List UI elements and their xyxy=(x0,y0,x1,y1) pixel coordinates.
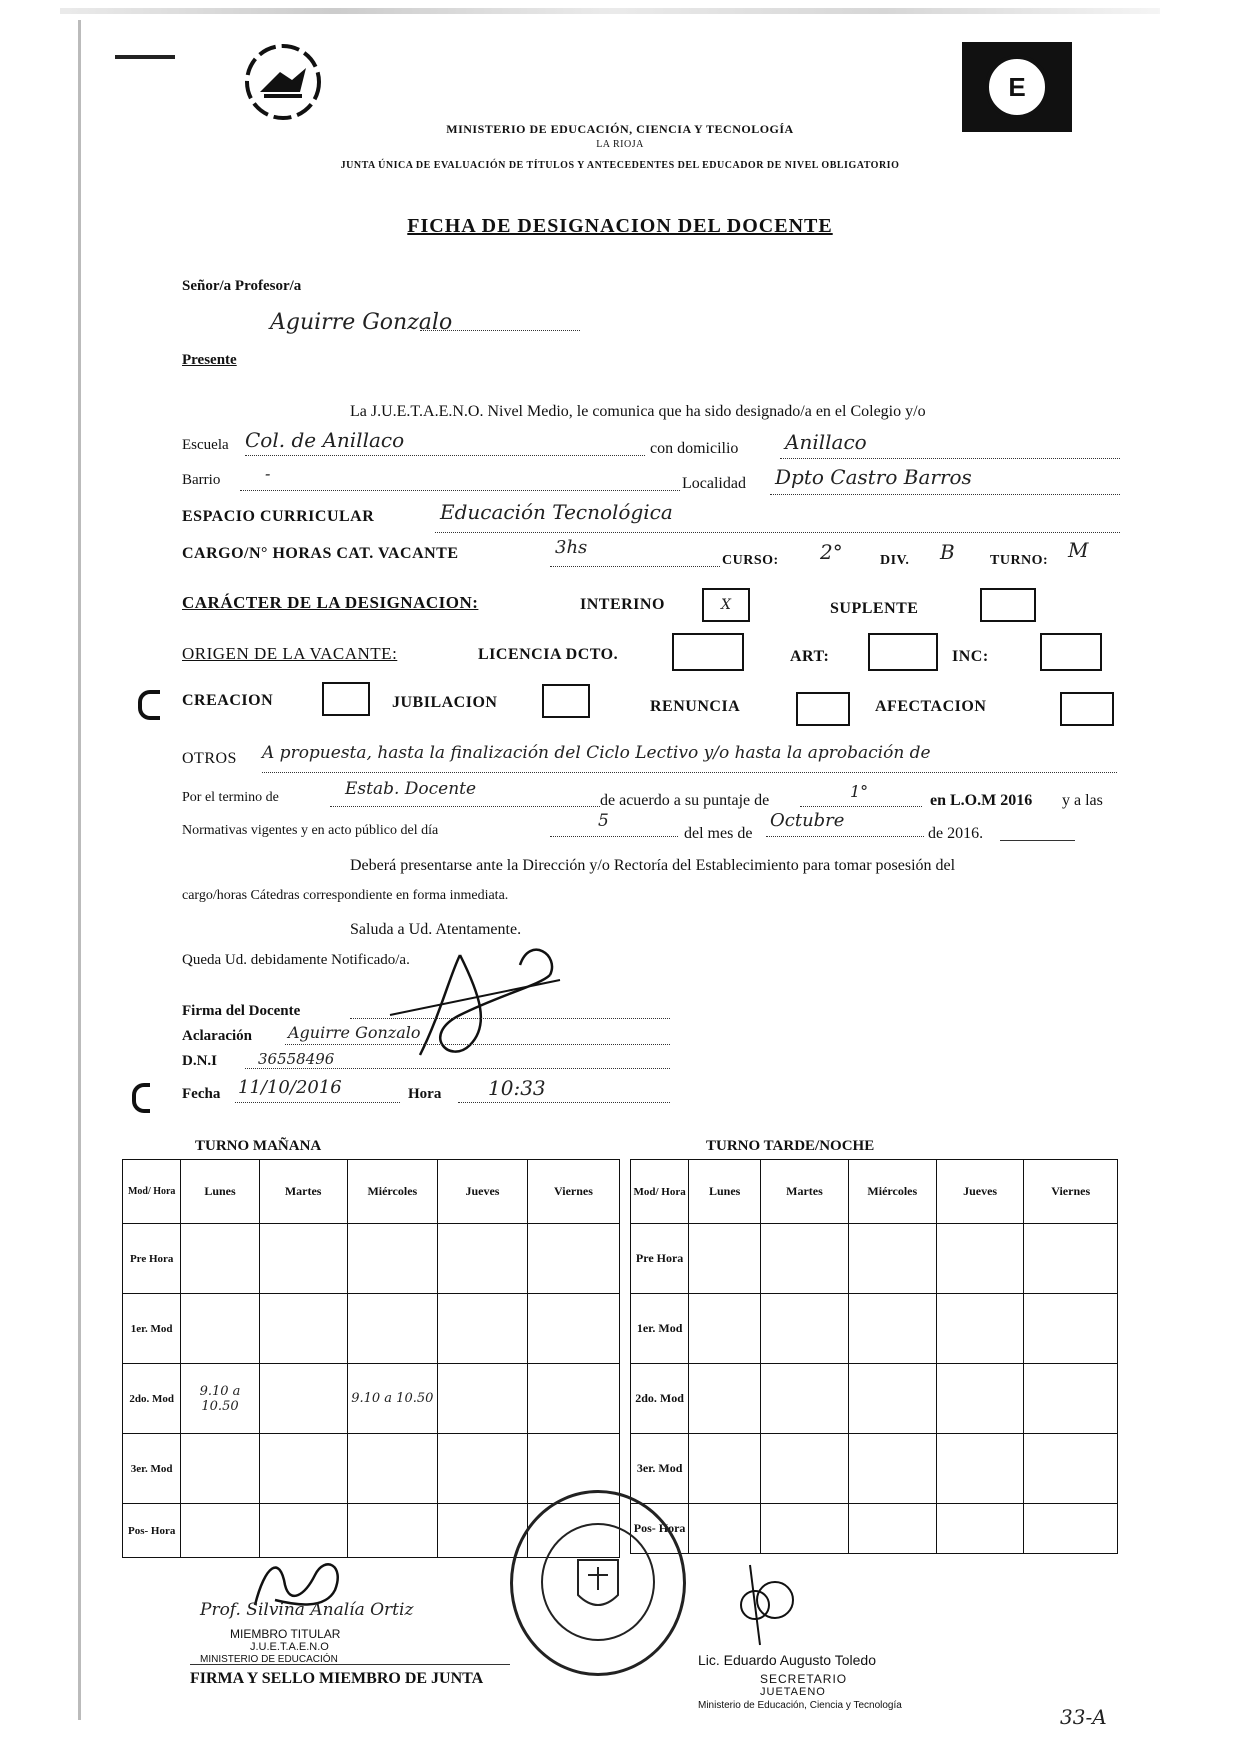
espacio-label: ESPACIO CURRICULAR xyxy=(182,508,375,525)
anio-line xyxy=(1000,840,1075,841)
normativas-text: Normativas vigentes y en acto público del día xyxy=(182,823,439,838)
aclaracion-label: Aclaración xyxy=(182,1028,252,1044)
evening-cell xyxy=(848,1364,936,1434)
morning-row-2do: 2do. Mod xyxy=(123,1364,181,1434)
hora-label: Hora xyxy=(408,1086,442,1102)
evening-row-prehora: Pre Hora xyxy=(631,1224,689,1294)
otros-value: A propuesta, hasta la finalización del Ciclo Lectivo y/o hasta la aprobación de xyxy=(262,743,931,763)
morning-cell xyxy=(259,1224,347,1294)
termino-label: Por el termino de xyxy=(182,790,279,805)
fecha-value: 11/10/2016 xyxy=(238,1077,342,1098)
escuela-dots xyxy=(245,455,645,456)
fecha-label: Fecha xyxy=(182,1086,221,1102)
evening-row-1er: 1er. Mod xyxy=(631,1294,689,1364)
evening-cell xyxy=(848,1294,936,1364)
evening-header-lunes: Lunes xyxy=(689,1160,761,1224)
termino-dots xyxy=(330,806,600,807)
morning-cell xyxy=(347,1434,437,1504)
official-stamp xyxy=(510,1490,686,1676)
evening-cell xyxy=(1024,1364,1118,1434)
evening-cell xyxy=(761,1504,849,1554)
evening-title: TURNO TARDE/NOCHE xyxy=(706,1138,875,1154)
lom-text: en L.O.M 2016 xyxy=(930,792,1033,809)
morning-header-martes: Martes xyxy=(259,1160,347,1224)
anio-text: de 2016. xyxy=(928,825,984,842)
localidad-label: Localidad xyxy=(682,475,746,492)
morning-row-prehora: Pre Hora xyxy=(123,1224,181,1294)
intro-text: La J.U.E.T.A.E.N.O. Nivel Medio, le comunica que ha sido designado/a en el Colegio y/o xyxy=(350,403,926,420)
creacion-label: CREACION xyxy=(182,692,274,709)
morning-header-modhora: Mod/ Hora xyxy=(123,1160,181,1224)
junta-name: JUNTA ÚNICA DE EVALUACIÓN DE TÍTULOS Y ANTECEDENTES DEL EDUCADOR DE NIVEL OBLIGATORIO xyxy=(340,160,900,171)
saluda-text: Saluda a Ud. Atentamente. xyxy=(350,921,522,938)
turno-value: M xyxy=(1068,538,1089,562)
ministry-name: MINISTERIO DE EDUCACIÓN, CIENCIA Y TECNOLOGÍA xyxy=(446,122,794,136)
province-name: LA RIOJA xyxy=(596,139,644,150)
espacio-value: Educación Tecnológica xyxy=(440,500,673,524)
evening-cell xyxy=(936,1504,1024,1554)
punch-hole-mark-2 xyxy=(132,1083,150,1113)
scan-edge-top xyxy=(60,8,1160,14)
afectacion-label: AFECTACION xyxy=(875,698,987,715)
puntaje-dots xyxy=(800,806,922,807)
evening-cell xyxy=(848,1224,936,1294)
curso-value: 2° xyxy=(820,540,843,564)
teacher-signature xyxy=(380,935,570,1080)
domicilio-value: Anillaco xyxy=(785,430,867,454)
evening-row-2do: 2do. Mod xyxy=(631,1364,689,1434)
page-title: FICHA DE DESIGNACION DEL DOCENTE xyxy=(407,215,833,237)
evening-header-jueves: Jueves xyxy=(936,1160,1024,1224)
evening-row-poshora: Pos- Hora xyxy=(631,1504,689,1554)
evening-cell xyxy=(1024,1504,1118,1554)
origen-label: ORIGEN DE LA VACANTE: xyxy=(182,644,398,663)
cargo-value: 3hs xyxy=(555,537,588,558)
addressee-name: Aguirre Gonzalo xyxy=(270,310,453,335)
punch-hole-mark xyxy=(138,690,160,720)
puntaje-label: de acuerdo a su puntaje de xyxy=(600,792,770,809)
morning-cell-miercoles-2do: 9.10 a 10.50 xyxy=(347,1364,437,1434)
dni-dots xyxy=(245,1068,670,1069)
morning-row-poshora: Pos- Hora xyxy=(123,1504,181,1558)
firma-sello-label: FIRMA Y SELLO MIEMBRO DE JUNTA xyxy=(190,1670,484,1687)
domicilio-dots xyxy=(780,458,1120,459)
page-reference: 33-A xyxy=(1060,1705,1107,1729)
dni-label: D.N.I xyxy=(182,1053,218,1069)
morning-title: TURNO MAÑANA xyxy=(195,1138,322,1154)
morning-cell xyxy=(527,1364,619,1434)
evening-cell xyxy=(848,1434,936,1504)
puntaje-value: 1° xyxy=(850,782,869,801)
suplente-label: SUPLENTE xyxy=(830,600,919,617)
signer2-role: SECRETARIO xyxy=(760,1672,848,1686)
inc-label: INC: xyxy=(952,648,989,665)
morning-cell xyxy=(181,1294,259,1364)
morning-header-jueves: Jueves xyxy=(437,1160,527,1224)
evening-cell xyxy=(761,1364,849,1434)
morning-cell xyxy=(181,1434,259,1504)
morning-header-viernes: Viernes xyxy=(527,1160,619,1224)
morning-cell xyxy=(259,1364,347,1434)
evening-row-3er: 3er. Mod xyxy=(631,1434,689,1504)
curso-label: CURSO: xyxy=(722,553,779,568)
barrio-dots xyxy=(240,490,680,491)
escuela-value: Col. de Anillaco xyxy=(245,428,405,452)
creacion-checkbox[interactable] xyxy=(322,682,370,716)
evening-cell xyxy=(848,1504,936,1554)
dia-value: 5 xyxy=(598,811,609,831)
otros-dots xyxy=(262,772,1117,773)
morning-cell xyxy=(259,1434,347,1504)
renuncia-checkbox[interactable] xyxy=(796,692,850,726)
morning-cell xyxy=(437,1294,527,1364)
licencia-label: LICENCIA DCTO. xyxy=(478,646,619,663)
evening-cell xyxy=(936,1434,1024,1504)
evening-schedule-table xyxy=(630,1159,1118,1554)
badge-letter: E xyxy=(985,55,1049,119)
morning-row-3er: 3er. Mod xyxy=(123,1434,181,1504)
evening-cell xyxy=(689,1224,761,1294)
dni-value: 36558496 xyxy=(258,1050,335,1068)
evening-cell xyxy=(689,1434,761,1504)
div-label: DIV. xyxy=(880,553,910,568)
addressee-dots xyxy=(420,330,580,331)
presentarse-text: Deberá presentarse ante la Dirección y/o Rectoría del Establecimiento para tomar posesión del xyxy=(350,857,956,874)
signer2-ministry: Ministerio de Educación, Ciencia y Tecnología xyxy=(698,1700,902,1711)
renuncia-label: RENUNCIA xyxy=(650,698,741,715)
signer1-ministry: MINISTERIO DE EDUCACIÓN xyxy=(200,1654,338,1665)
afectacion-checkbox[interactable] xyxy=(1060,692,1114,726)
evening-cell xyxy=(761,1224,849,1294)
notificado-text: Queda Ud. debidamente Notificado/a. xyxy=(182,952,410,968)
las-text: y a las xyxy=(1062,792,1103,809)
morning-header-miercoles: Miércoles xyxy=(347,1160,437,1224)
jubilacion-checkbox[interactable] xyxy=(542,684,590,718)
morning-cell xyxy=(437,1224,527,1294)
hora-value: 10:33 xyxy=(488,1076,546,1100)
morning-cell xyxy=(437,1434,527,1504)
barrio-label: Barrio xyxy=(182,472,221,488)
morning-cell xyxy=(347,1294,437,1364)
evening-header-viernes: Viernes xyxy=(1024,1160,1118,1224)
morning-cell xyxy=(437,1504,527,1558)
evening-cell xyxy=(1024,1294,1118,1364)
suplente-checkbox[interactable] xyxy=(980,588,1036,622)
morning-schedule-table xyxy=(122,1159,620,1558)
barrio-value: - xyxy=(265,464,271,483)
div-value: B xyxy=(940,540,955,564)
secretary-signature xyxy=(720,1560,820,1655)
escuela-label: Escuela xyxy=(182,437,229,453)
mes-value: Octubre xyxy=(770,810,845,831)
cargo-dots xyxy=(550,566,720,567)
morning-row-1er: 1er. Mod xyxy=(123,1294,181,1364)
firma-docente-label: Firma del Docente xyxy=(182,1003,301,1019)
cargo-label: CARGO/N° HORAS CAT. VACANTE xyxy=(182,545,459,562)
localidad-value: Dpto Castro Barros xyxy=(775,465,972,489)
licencia-checkbox[interactable] xyxy=(672,633,744,671)
jubilacion-label: JUBILACION xyxy=(392,694,498,711)
evening-cell xyxy=(1024,1224,1118,1294)
mes-dots xyxy=(766,836,924,837)
evening-header-modhora: Mod/ Hora xyxy=(631,1160,689,1224)
evening-cell xyxy=(936,1224,1024,1294)
otros-label: OTROS xyxy=(182,750,237,767)
evening-cell xyxy=(936,1364,1024,1434)
localidad-dots xyxy=(770,494,1120,495)
ministry-emblem-icon xyxy=(240,42,326,122)
aclaracion-dots xyxy=(285,1044,670,1045)
turno-label: TURNO: xyxy=(990,553,1049,568)
signer1-role: MIEMBRO TITULAR xyxy=(230,1627,341,1641)
termino-value: Estab. Docente xyxy=(345,779,477,799)
inc-checkbox[interactable] xyxy=(1040,633,1102,671)
signer1-org: J.U.E.T.A.E.N.O xyxy=(250,1641,329,1653)
domicilio-label: con domicilio xyxy=(650,440,739,457)
scan-mark xyxy=(115,55,175,59)
signature-line xyxy=(190,1664,510,1665)
scan-edge-left xyxy=(78,20,81,1720)
interino-checkbox[interactable] xyxy=(702,588,750,622)
category-badge xyxy=(962,42,1072,132)
signer2-org: JUETAENO xyxy=(760,1686,826,1698)
evening-cell xyxy=(689,1294,761,1364)
art-checkbox[interactable] xyxy=(868,633,938,671)
presentarse-text-2: cargo/horas Cátedras correspondiente en forma inmediata. xyxy=(182,888,509,903)
evening-cell xyxy=(689,1364,761,1434)
morning-header-lunes: Lunes xyxy=(181,1160,259,1224)
caracter-label: CARÁCTER DE LA DESIGNACION: xyxy=(182,593,479,612)
art-label: ART: xyxy=(790,648,830,665)
morning-cell xyxy=(347,1224,437,1294)
morning-cell xyxy=(437,1364,527,1434)
firma-dots xyxy=(350,1018,670,1019)
evening-cell xyxy=(761,1294,849,1364)
addressee-label: Señor/a Profesor/a xyxy=(182,278,302,294)
signer1-name: Prof. Silvina Analía Ortiz xyxy=(200,1600,414,1620)
morning-cell xyxy=(527,1294,619,1364)
interino-label: INTERINO xyxy=(580,596,665,613)
presente-label: Presente xyxy=(182,352,237,368)
signer2-name: Lic. Eduardo Augusto Toledo xyxy=(698,1652,876,1668)
morning-cell-lunes-2do: 9.10 a 10.50 xyxy=(181,1364,259,1434)
aclaracion-value: Aguirre Gonzalo xyxy=(288,1023,421,1042)
evening-cell xyxy=(761,1434,849,1504)
morning-cell xyxy=(181,1224,259,1294)
evening-header-miercoles: Miércoles xyxy=(848,1160,936,1224)
dia-dots xyxy=(550,836,678,837)
interino-mark: X xyxy=(721,597,731,613)
fecha-dots xyxy=(235,1102,400,1103)
evening-header-martes: Martes xyxy=(761,1160,849,1224)
morning-cell xyxy=(527,1224,619,1294)
evening-cell xyxy=(689,1504,761,1554)
hora-dots xyxy=(458,1102,670,1103)
mes-label: del mes de xyxy=(684,825,753,842)
espacio-dots xyxy=(435,532,1120,533)
evening-cell xyxy=(936,1294,1024,1364)
evening-cell xyxy=(1024,1434,1118,1504)
morning-cell xyxy=(259,1294,347,1364)
